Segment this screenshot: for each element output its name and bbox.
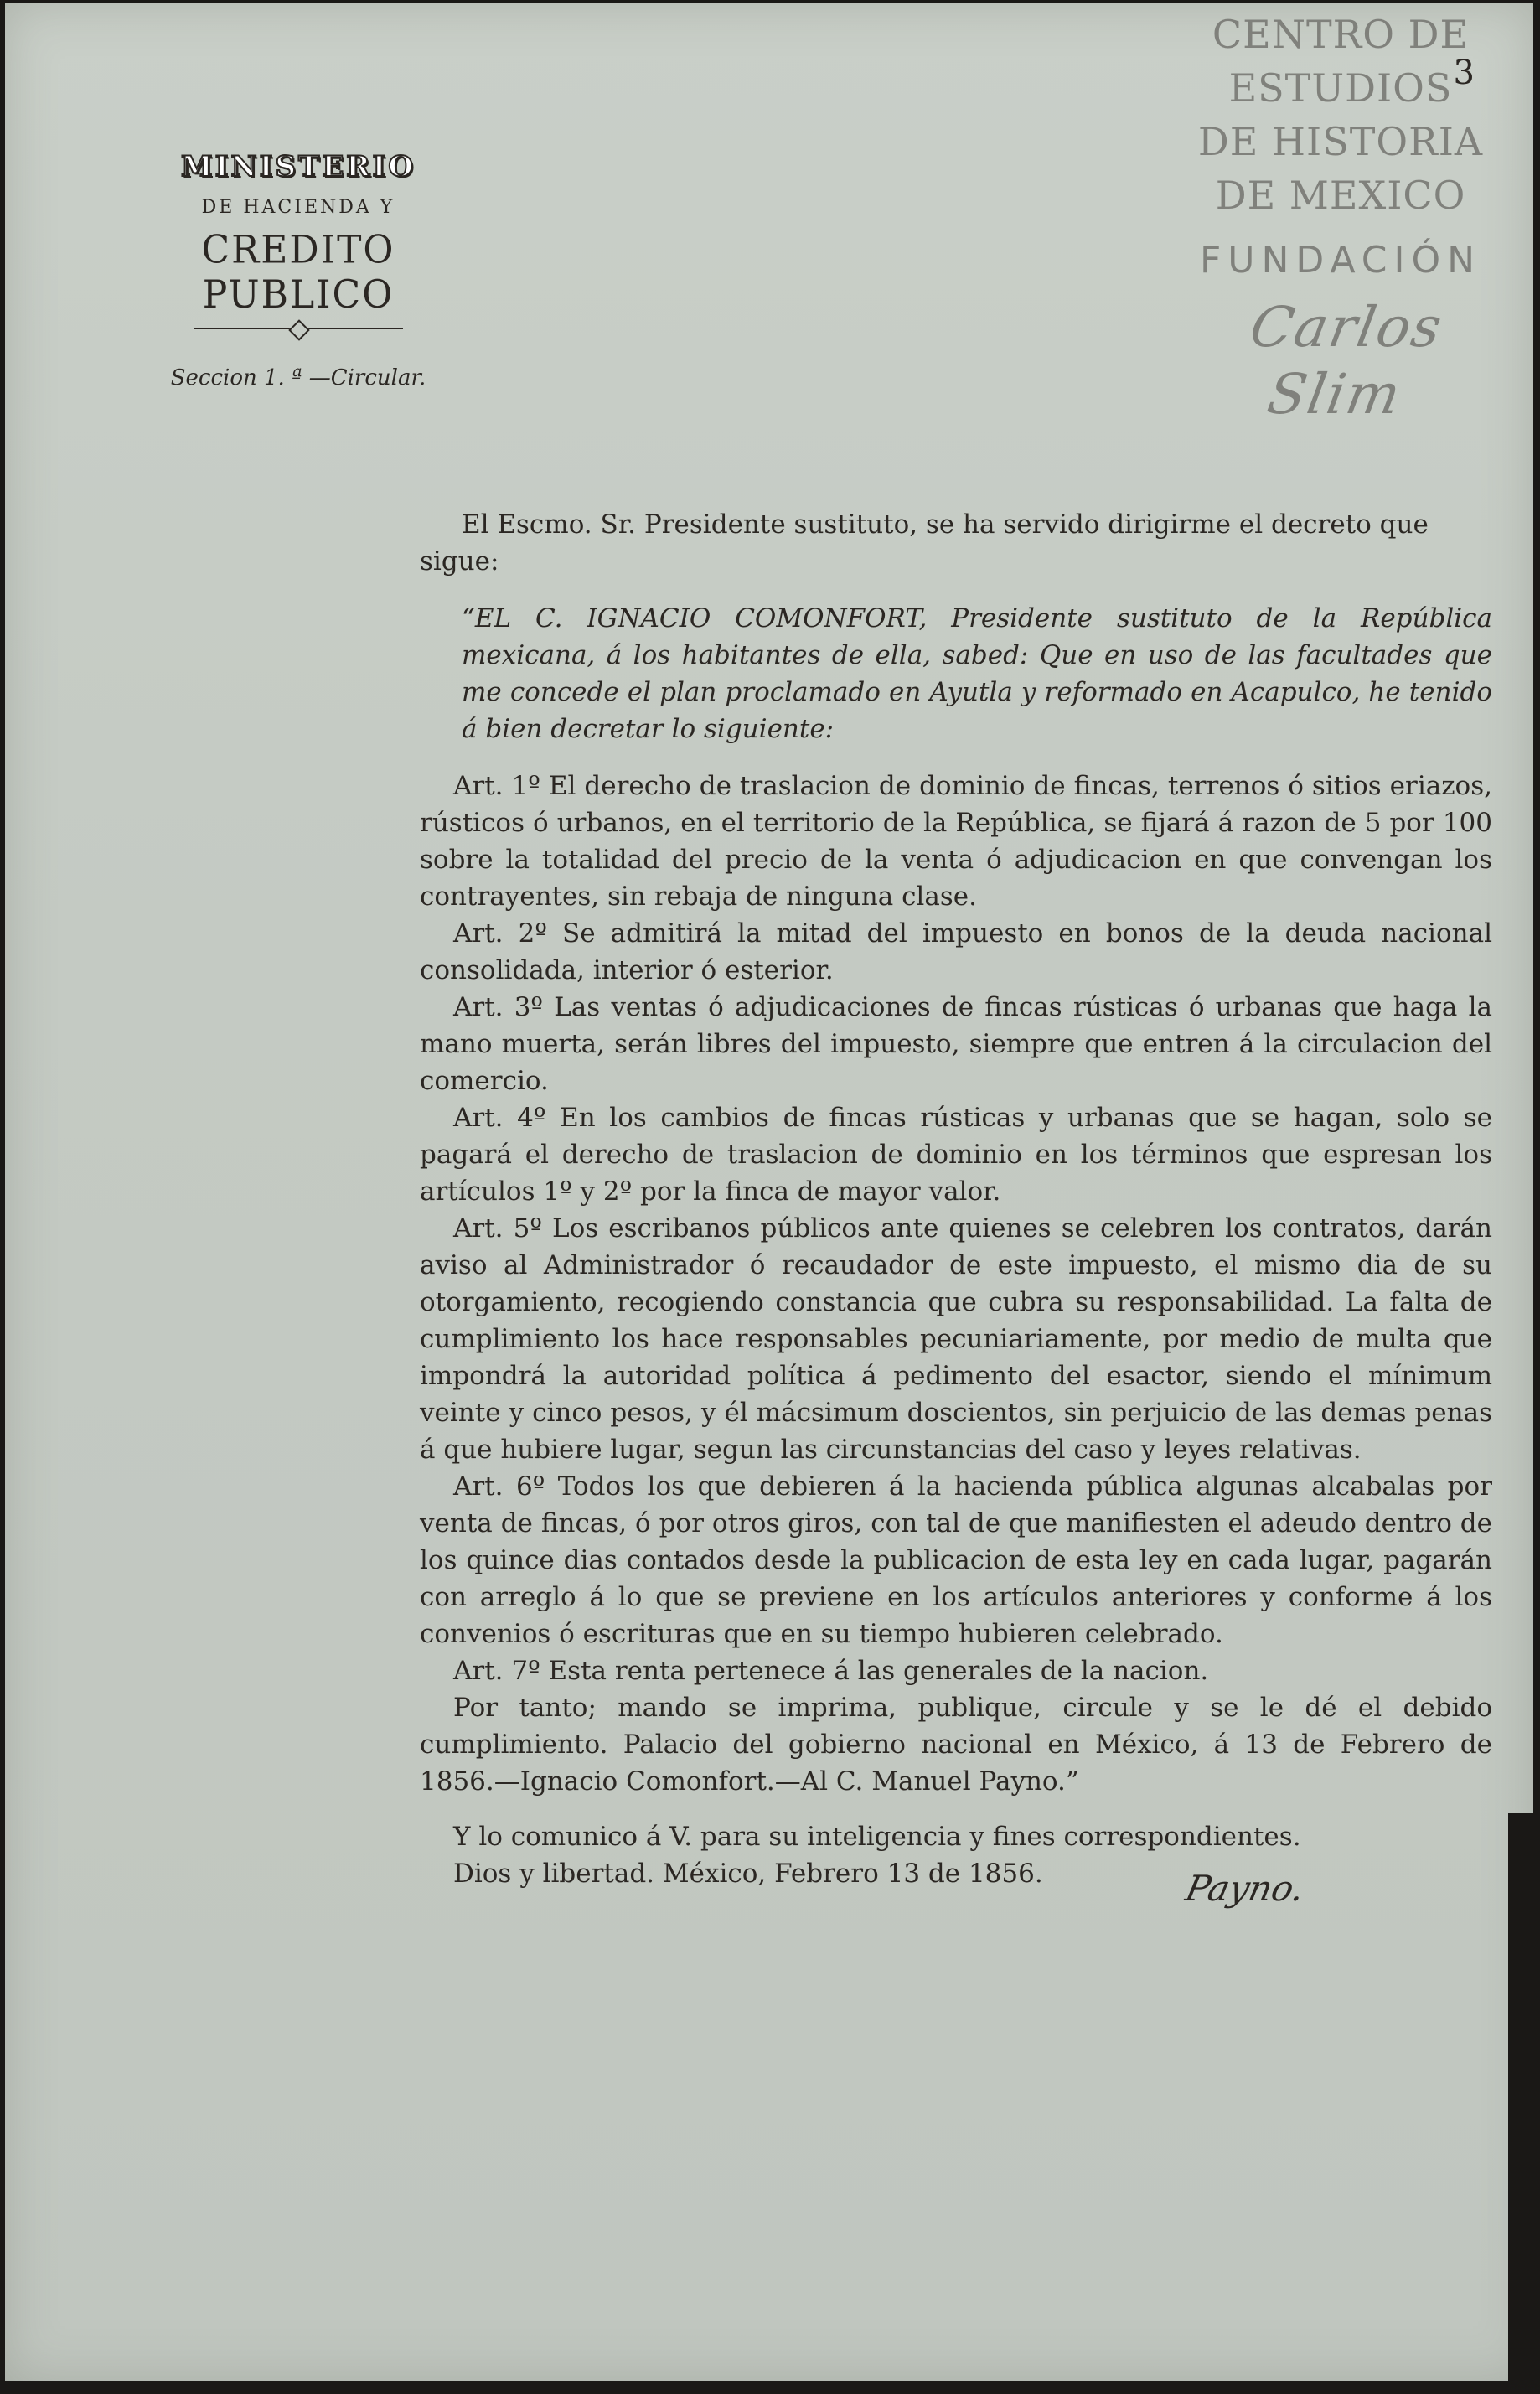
signature-payno: Payno. [1181, 1868, 1309, 1909]
ornamental-rule [194, 320, 403, 337]
article-3: Art. 3º Las ventas ó adjudicaciones de fincas rústicas ó urbanas que haga la mano muerta, serán libres del impuesto, siempre que entren á la circulacion del comercio. [420, 992, 1492, 1096]
stamp-line-4: DE MEXICO [1215, 173, 1466, 218]
stamp-fundacion: FUNDACIÓN [1199, 239, 1482, 282]
circular-body [420, 506, 1492, 1918]
comunico-line: Y lo comunico á V. para su inteligencia y fines correspondientes. [453, 1822, 1301, 1852]
archive-stamp [1181, 8, 1500, 428]
stamp-line-1: CENTRO DE [1212, 12, 1470, 57]
letterhead [122, 150, 474, 390]
stamp-line-3: DE HISTORIA [1197, 119, 1484, 164]
hacienda-subheading: DE HACIENDA Y [201, 197, 395, 218]
article-7: Art. 7º Esta renta pertenece á las generales de la nacion. [453, 1656, 1209, 1686]
folio-number: 3 [1453, 54, 1475, 92]
document-page [5, 3, 1533, 2381]
seccion-label: Seccion 1. ª —Circular. [170, 365, 426, 390]
credito-publico-heading: CREDITO PUBLICO [201, 227, 395, 318]
stamp-signature: Carlos Slim [1245, 295, 1448, 427]
article-5: Art. 5º Los escribanos públicos ante quienes se celebren los contratos, darán aviso al Administrador ó recaudador de este impuesto, el mismo dia de su otorgamiento, recogiendo constancia que cubra su responsabilidad. La falta de cumplimiento los hace responsables pecuniariamente, por medio de multa que impondrá la autoridad política á pedimento del esactor, siendo el mínimum veinte y cinco pesos, y él mácsimum doscientos, sin perjuicio de las demas penas á que hubiere lugar, segun las circunstancias del caso y leyes relativas. [420, 1213, 1492, 1465]
article-6: Art. 6º Todos los que debieren á la hacienda pública algunas alcabalas por venta de fincas, ó por otros giros, con tal de que manifiesten el adeudo dentro de los quince dias contados desde la publicacion de esta ley en cada lugar, pagarán con arreglo á lo que se previene en los artículos anteriores y conforme á los convenios ó escrituras que en su tiempo hubieren celebrado. [420, 1471, 1492, 1649]
ministerio-heading: MINISTERIO [180, 150, 416, 184]
closing-paragraph: Por tanto; mando se imprima, publique, circule y se le dé el debido cumplimiento. Palacio del gobierno nacional en México, á 13 de Febrero de 1856.—Ignacio Comonfort.—Al C. Manuel Payno.” [420, 1693, 1492, 1797]
page-edge [1508, 1813, 1533, 2383]
stamp-line-2: ESTUDIOS [1228, 65, 1453, 111]
decree-opening: “EL C. IGNACIO COMONFORT, Presidente sustituto de la República mexicana, á los habitantes de ella, sabed: Que en uso de las facultades que me concede el plan proclamado en Ayutla y reformado en Acapulco, he tenido á bien decretar lo siguiente: [462, 603, 1492, 744]
article-2: Art. 2º Se admitirá la mitad del impuesto en bonos de la deuda nacional consolidada, interior ó esterior. [420, 918, 1492, 985]
article-4: Art. 4º En los cambios de fincas rústicas y urbanas que se hagan, solo se pagará el derecho de traslacion de dominio en los términos que espresan los artículos 1º y 2º por la finca de mayor valor. [420, 1103, 1492, 1207]
dios-y-libertad-line: Dios y libertad. México, Febrero 13 de 1856. [453, 1859, 1043, 1889]
intro-paragraph: El Escmo. Sr. Presidente sustituto, se ha servido dirigirme el decreto que sigue: [420, 509, 1429, 577]
article-1: Art. 1º El derecho de traslacion de dominio de fincas, terrenos ó sitios eriazos, rústicos ó urbanos, en el territorio de la República, se fijará á razon de 5 por 100 sobre la totalidad del precio de la venta ó adjudicacion en que convengan los contrayentes, sin rebaja de ninguna clase. [420, 771, 1492, 912]
